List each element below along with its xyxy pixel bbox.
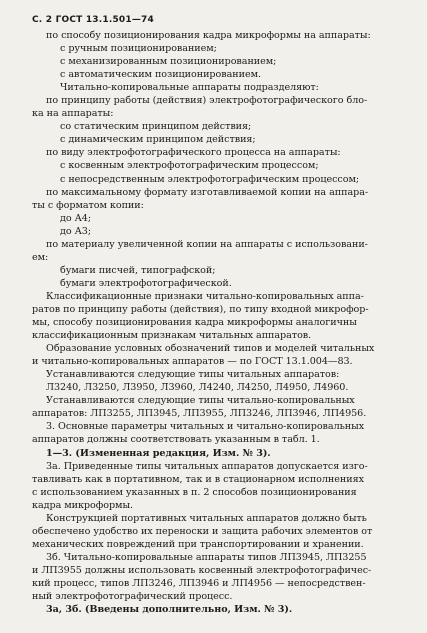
text-line: Образование условных обозначений типов и моделей читальных <box>46 343 375 355</box>
text-line: Конструкцией портативных читальных аппаратов должно быть <box>46 512 367 524</box>
text-line: с непосредственным электрофотографическим процессом; <box>60 173 360 185</box>
text-line: бумаги электрофотографической. <box>60 277 232 289</box>
text-line: и ЛП3955 должны использовать косвенный электрофотографичес- <box>32 564 372 576</box>
text-line: по виду электрофотографического процесса на аппараты: <box>46 147 341 159</box>
text-line: по материалу увеличенной копии на аппараты с использовани- <box>46 238 368 250</box>
text-line: аппаратов: ЛП3255, ЛП3945, ЛП3955, ЛП3246, ЛП3946, ЛП4956. <box>32 408 367 420</box>
text-line: классификационным признакам читальных аппаратов. <box>32 330 312 342</box>
text-line: механических повреждений при транспортировании и хранении. <box>32 538 364 550</box>
text-line: с динамическим принципом действия; <box>60 134 256 146</box>
text-line: со статическим принципом действия; <box>60 121 252 133</box>
text-line: тавливать как в портативном, так и в стационарном исполнениях <box>32 473 364 485</box>
text-line: 3а, 3б. (Введены дополнительно, Изм. № 3). <box>46 604 293 616</box>
text-line: ка на аппараты: <box>32 108 114 120</box>
text-line: Л3240, Л3250, Л3950, Л3960, Л4240, Л4250, Л4950, Л4960. <box>46 382 349 394</box>
text-line: ты с форматом копии: <box>32 199 144 211</box>
text-line: по принципу работы (действия) электрофотографического бло- <box>46 95 368 107</box>
text-line: до А4; <box>60 212 92 224</box>
text-line: ратов по принципу работы (действия), по типу входной микрофор- <box>32 303 369 315</box>
page-number: С. 2 <box>32 15 53 25</box>
text-line: до А3; <box>60 225 92 237</box>
text-line: бумаги писчей, типографской; <box>60 264 216 276</box>
text-line: Устанавливаются следующие типы читальных аппаратов: <box>46 369 340 381</box>
page-header <box>32 15 417 25</box>
text-line: Устанавливаются следующие типы читально-копировальных <box>46 395 355 407</box>
text-line: 3а. Приведенные типы читальных аппаратов допускается изго- <box>46 460 368 472</box>
text-line: с косвенным электрофотографическим процессом; <box>60 160 319 172</box>
text-line: кий процесс, типов ЛП3246, ЛП3946 и ЛП4956 — непосредствен- <box>32 577 366 589</box>
text-line: мы, способу позиционирования кадра микроформы аналогичны <box>32 317 357 329</box>
text-line: и читально-копировальных аппаратов — по ГОСТ 13.1.004—83. <box>32 356 353 368</box>
text-line: обеспечено удобство их переноски и защита рабочих элементов от <box>32 525 373 537</box>
text-line: с механизированным позиционированием; <box>60 56 277 68</box>
body-text <box>32 29 417 616</box>
text-line: кадра микроформы. <box>32 499 134 511</box>
text-line: с использованием указанных в п. 2 способов позиционирования <box>32 486 357 498</box>
text-line: по максимальному формату изготавливаемой копии на аппара- <box>46 186 369 198</box>
text-line: 3б. Читально-копировальные аппараты типов ЛП3945, ЛП3255 <box>46 551 367 563</box>
text-line: 1—3. (Измененная редакция, Изм. № 3). <box>46 447 271 459</box>
text-line: с автоматическим позиционированием. <box>60 69 261 81</box>
text-line: 3. Основные параметры читальных и читально-копировальных <box>46 421 365 433</box>
text-line: ный электрофотографический процесс. <box>32 591 233 603</box>
text-line: ем: <box>32 251 49 263</box>
text-line: Классификационные признаки читально-копировальных аппа- <box>46 290 364 302</box>
text-line: аппаратов должны соответствовать указанным в табл. 1. <box>32 434 320 446</box>
text-line: по способу позиционирования кадра микроформы на аппараты: <box>46 30 371 41</box>
standard-number: ГОСТ 13.1.501—74 <box>55 15 154 25</box>
text-line: с ручным позиционированием; <box>60 43 217 55</box>
text-line: Читально-копировальные аппараты подразделяют: <box>60 82 319 94</box>
